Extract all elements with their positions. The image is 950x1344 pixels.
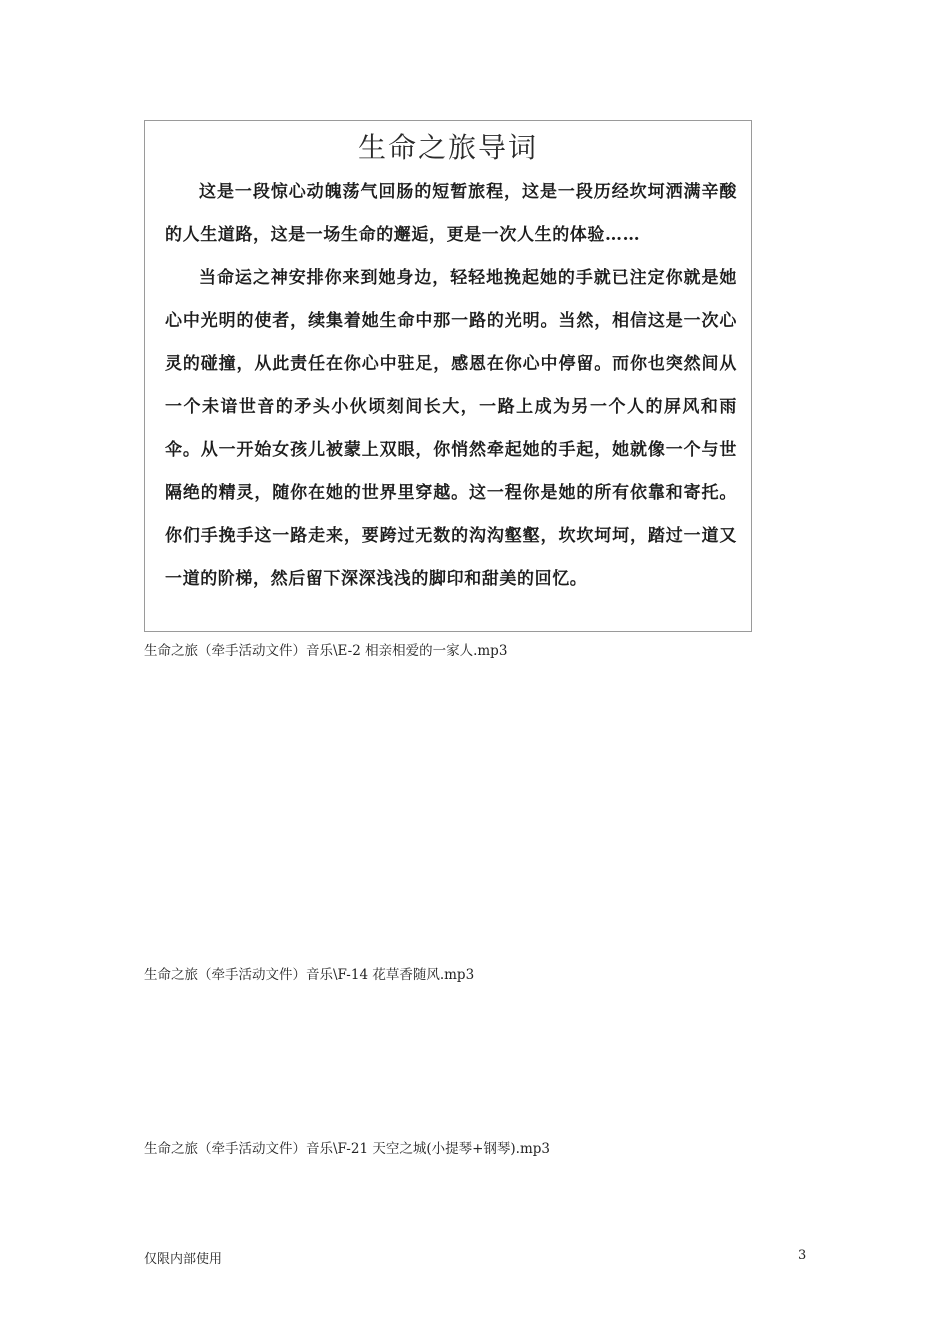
music-file-link[interactable]: 生命之旅（牵手活动文件）音乐\E-2 相亲相爱的一家人.mp3 [144, 643, 508, 659]
page-number: 3 [798, 1248, 807, 1263]
music-file-link[interactable]: 生命之旅（牵手活动文件）音乐\F-21 天空之城(小提琴+钢琴).mp3 [144, 1141, 551, 1157]
embedded-text-image [144, 120, 752, 632]
image-title: 生命之旅导词 [357, 131, 538, 164]
image-paragraph-intro: 这是一段惊心动魄荡气回肠的短暂旅程，这是一段历经坎坷洒满辛酸的人生道路，这是一场生命的邂逅，更是一次人生的体验…… [165, 182, 737, 245]
music-file-link[interactable]: 生命之旅（牵手活动文件）音乐\F-14 花草香随风.mp3 [144, 967, 475, 983]
footer-confidential-note: 仅限内部使用 [144, 1252, 223, 1267]
image-paragraph-body: 当命运之神安排你来到她身边，轻轻地挽起她的手就已注定你就是她心中光明的使者，续集着她生命中那一路的光明。当然，相信这是一次心灵的碰撞，从此责任在你心中驻足，感恩在你心中停留。而你也突然间从一个未谙世音的矛头小伙顷刻间长大，一路上成为另一个人的屏风和雨伞。从一开始女孩儿被蒙上双眼，你悄然牵起她的手起，她就像一个与世隔绝的精灵，随你在她的世界里穿越。这一程你是她的所有依靠和寄托。你们手挽手这一路走来，要跨过无数的沟沟壑壑，坎坎坷坷，踏过一道又一道的阶梯，然后留下深深浅浅的脚印和甜美的回忆。 [165, 268, 737, 589]
